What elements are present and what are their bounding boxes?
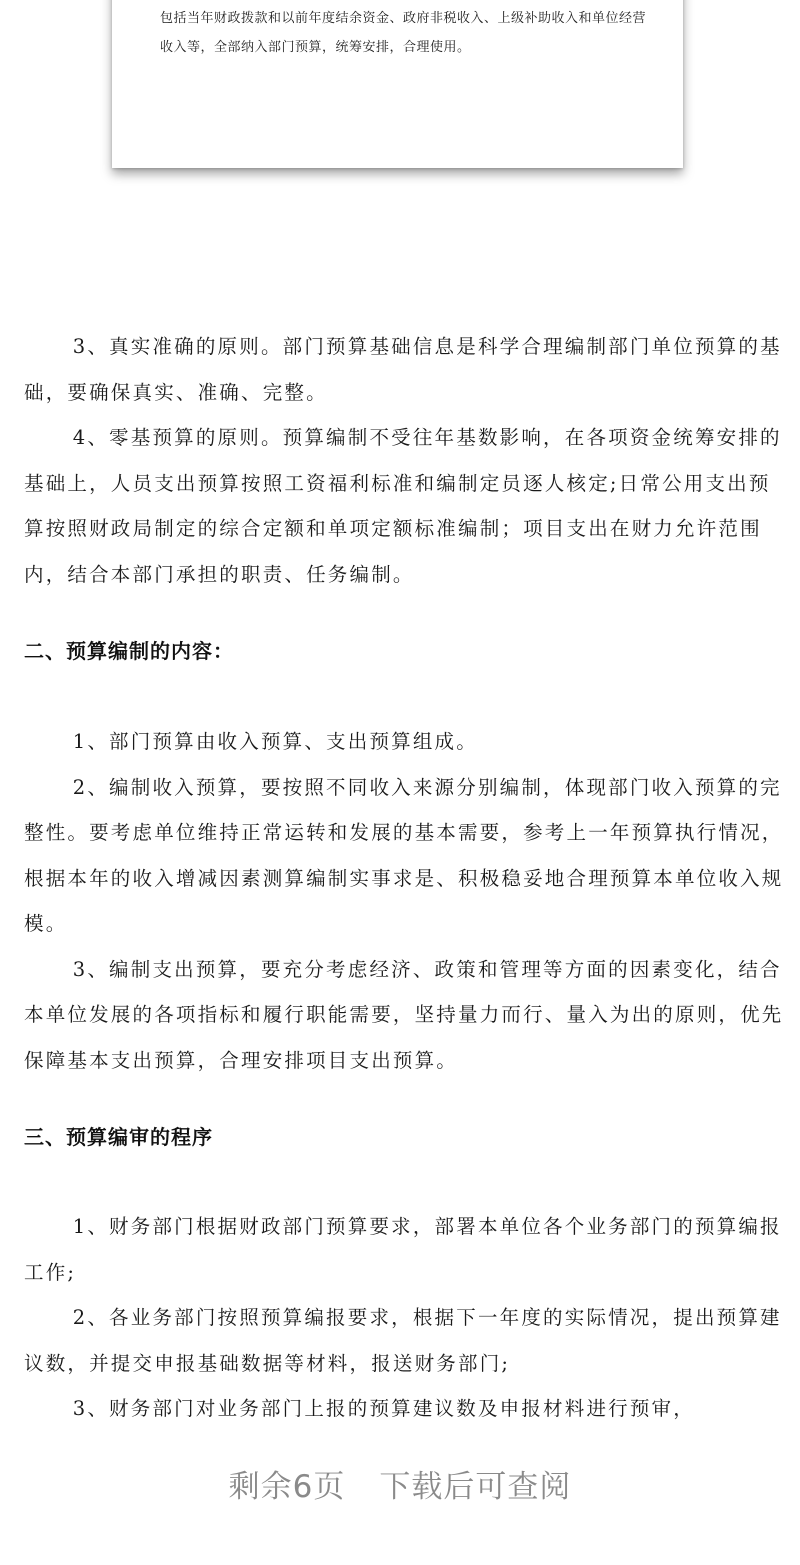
procedure-item-3: 3、财务部门对业务部门上报的预算建议数及申报材料进行预审， bbox=[72, 1397, 695, 1420]
download-banner[interactable] bbox=[0, 1462, 800, 1512]
content-item-3: 3、编制支出预算，要充分考虑经济、政策和管理等方面的因素变化，结合本单位发展的各项指标和履行职能需要，坚持量力而行、量入为出的原则，优先保障基本支出预算，合理安排项目支出预算。 bbox=[24, 957, 784, 1072]
section-3-heading: 三、预算编审的程序 bbox=[24, 1125, 213, 1149]
content-item-2: 2、编制收入预算，要按照不同收入来源分别编制，体现部门收入预算的完整性。要考虑单位维持正常运转和发展的基本需要，参考上一年预算执行情况，根据本年的收入增减因素测算编制实事求是、积极稳妥地合理预算本单位收入规模。 bbox=[24, 775, 784, 935]
previous-page-card bbox=[112, 0, 683, 168]
principle-3-paragraph: 3、真实准确的原则。部门预算基础信息是科学合理编制部门单位预算的基础，要确保真实、准确、完整。 bbox=[24, 335, 782, 404]
principle-4-paragraph: 4、零基预算的原则。预算编制不受往年基数影响，在各项资金统筹安排的基础上，人员支出预算按照工资福利标准和编制定员逐人核定;日常公用支出预算按照财政局制定的综合定额和单项定额标准编制；项目支出在财力允许范围内，结合本部门承担的职责、任务编制。 bbox=[24, 426, 782, 586]
card-paragraph: 包括当年财政拨款和以前年度结余资金、政府非税收入、上级补助收入和单位经营收入等，全部纳入部门预算，统筹安排，合理使用。 bbox=[160, 11, 647, 55]
remaining-pages-label[interactable]: 剩余6页 bbox=[228, 1469, 346, 1505]
document-body bbox=[24, 324, 784, 1432]
section-2-heading: 二、预算编制的内容： bbox=[24, 639, 234, 663]
download-to-view-label[interactable]: 下载后可查阅 bbox=[379, 1469, 572, 1505]
procedure-item-2: 2、各业务部门按照预算编报要求，根据下一年度的实际情况，提出预算建议数，并提交申报基础数据等材料，报送财务部门; bbox=[24, 1306, 782, 1375]
content-item-1: 1、部门预算由收入预算、支出预算组成。 bbox=[72, 730, 478, 753]
procedure-item-1: 1、财务部门根据财政部门预算要求，部署本单位各个业务部门的预算编报工作; bbox=[24, 1215, 782, 1284]
